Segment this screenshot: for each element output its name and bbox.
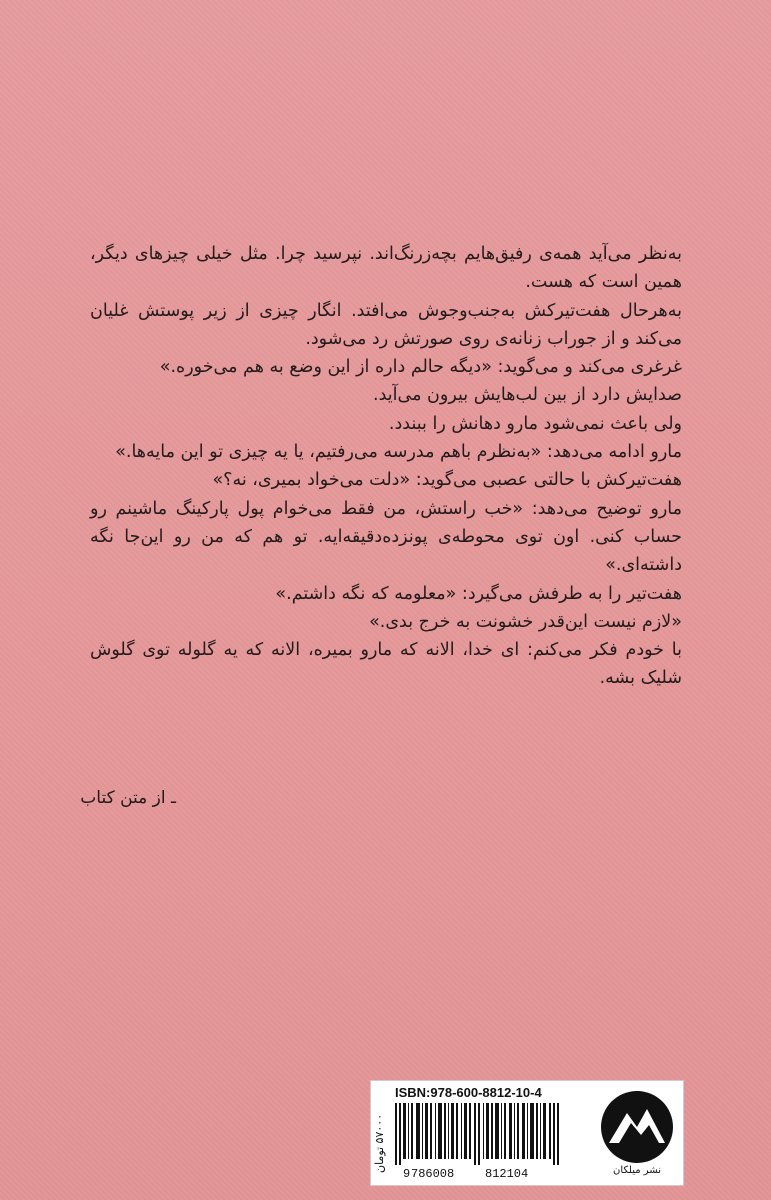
price-label: ۵۷۰۰۰ تومان xyxy=(373,1113,386,1173)
barcode-digits-right: 812104 xyxy=(485,1167,529,1181)
book-excerpt xyxy=(90,240,682,693)
excerpt-paragraph-9: هفت‌تیر را به طرفش می‌گیرد: «معلومه که نگه داشتم.» xyxy=(275,583,682,604)
excerpt-paragraph-10: «لازم نیست این‌قدر خشونت به خرج بدی.» xyxy=(369,611,682,632)
excerpt-paragraph-8: مارو توضیح می‌دهد: «خب راستش، من فقط می‌خوام پول پارکینگ ماشینم رو حساب کنی. اون توی محوطه‌ی پونزده‌دقیقه‌ایه. تو هم که من رو این‌جا نگه داشته‌ای.» xyxy=(90,498,682,576)
excerpt-paragraph-7: هفت‌تیرکش با حالتی عصبی می‌گوید: «دلت می‌خواد بمیری، نه؟» xyxy=(212,470,682,491)
excerpt-paragraph-5: ولی باعث نمی‌شود مارو دهانش را ببندد. xyxy=(388,413,682,434)
excerpt-paragraph-3: غرغری می‌کند و می‌گوید: «دیگه حالم داره از این وضع به هم می‌خوره.» xyxy=(159,357,682,378)
publisher-name: نشر میلکان xyxy=(613,1165,661,1176)
barcode-icon xyxy=(395,1103,575,1165)
isbn-label: ISBN:978-600-8812-10-4 xyxy=(395,1085,542,1100)
excerpt-paragraph-6: مارو ادامه می‌دهد: «به‌نظرم باهم مدرسه می‌رفتیم، یا یه چیزی تو این مایه‌ها.» xyxy=(115,442,682,463)
excerpt-paragraph-1: به‌نظر می‌آید همه‌ی رفیق‌هایم بچه‌زرنگ‌اند. نپرسید چرا. مثل خیلی چیزهای دیگر، همین است که هست. xyxy=(90,244,682,293)
barcode-digits-left: 786008 xyxy=(411,1167,455,1181)
excerpt-paragraph-11: با خودم فکر می‌کنم: ای خدا، الانه که مارو بمیره، الانه که یه گلوله توی گلوش شلیک بشه. xyxy=(90,640,682,689)
barcode-panel xyxy=(370,1080,684,1186)
excerpt-paragraph-4: صدایش دارد از بین لب‌هایش بیرون می‌آید. xyxy=(373,385,682,406)
excerpt-source-label: ـ از متن کتاب xyxy=(80,788,176,808)
excerpt-paragraph-2: به‌هرحال هفت‌تیرکش به‌جنب‌وجوش می‌افتد. انگار چیزی از زیر پوستش غلیان می‌کند و از جوراب زنانه‌ی روی صورتش رد می‌شود. xyxy=(90,300,682,349)
barcode-digit-first: 9 xyxy=(403,1167,411,1181)
